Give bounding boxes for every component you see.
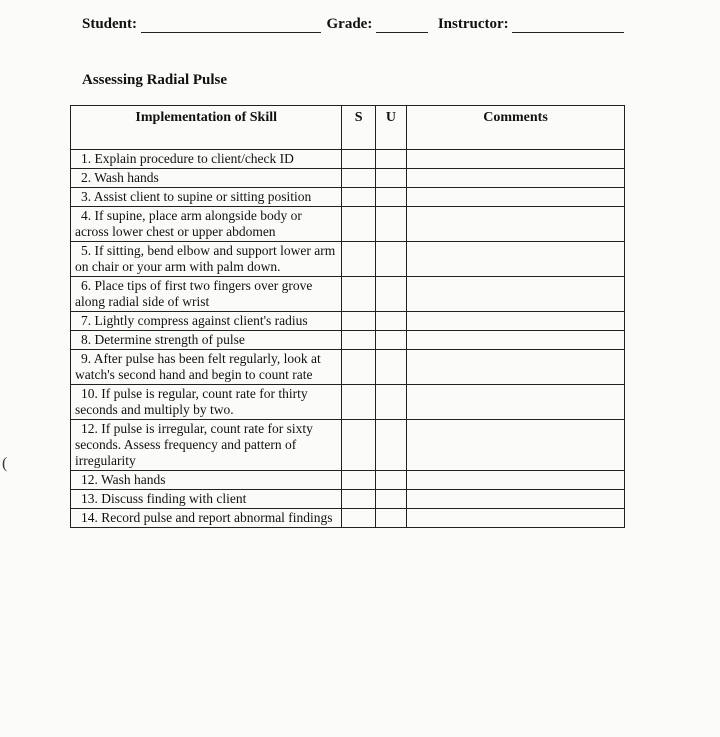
table-row: [71, 150, 625, 169]
table-row: [71, 188, 625, 207]
comments-cell[interactable]: [407, 420, 625, 471]
step-text: 5. If sitting, bend elbow and support lower arm on chair or your arm with palm down.: [71, 242, 342, 277]
s-checkbox-cell[interactable]: [342, 490, 375, 509]
s-checkbox-cell[interactable]: [342, 509, 375, 528]
step-text: 10. If pulse is regular, count rate for thirty seconds and multiply by two.: [71, 385, 342, 420]
grade-field[interactable]: [376, 18, 428, 33]
u-checkbox-cell[interactable]: [375, 242, 406, 277]
comments-cell[interactable]: [407, 277, 625, 312]
comments-cell[interactable]: [407, 242, 625, 277]
u-checkbox-cell[interactable]: [375, 169, 406, 188]
u-checkbox-cell[interactable]: [375, 509, 406, 528]
s-checkbox-cell[interactable]: [342, 188, 375, 207]
comments-cell[interactable]: [407, 509, 625, 528]
u-checkbox-cell[interactable]: [375, 471, 406, 490]
grade-label: Grade:: [326, 16, 373, 32]
s-checkbox-cell[interactable]: [342, 312, 375, 331]
step-text: 9. After pulse has been felt regularly, look at watch's second hand and begin to count rate: [71, 350, 342, 385]
s-checkbox-cell[interactable]: [342, 169, 375, 188]
u-checkbox-cell[interactable]: [375, 350, 406, 385]
table-row: [71, 169, 625, 188]
column-header-s: S: [342, 106, 375, 150]
step-text: 2. Wash hands: [71, 169, 342, 188]
s-checkbox-cell[interactable]: [342, 277, 375, 312]
student-field[interactable]: [141, 18, 321, 33]
table-row: [71, 277, 625, 312]
instructor-label: Instructor:: [437, 16, 509, 32]
s-checkbox-cell[interactable]: [342, 207, 375, 242]
s-checkbox-cell[interactable]: [342, 350, 375, 385]
column-header-u: U: [375, 106, 406, 150]
instructor-field[interactable]: [512, 18, 624, 33]
skill-checklist-table: [70, 105, 625, 528]
column-header-implementation: Implementation of Skill: [71, 106, 342, 150]
column-header-comments: Comments: [407, 106, 625, 150]
u-checkbox-cell[interactable]: [375, 150, 406, 169]
table-row: [71, 207, 625, 242]
u-checkbox-cell[interactable]: [375, 312, 406, 331]
comments-cell[interactable]: [407, 385, 625, 420]
step-text: 8. Determine strength of pulse: [71, 331, 342, 350]
step-text: 4. If supine, place arm alongside body or across lower chest or upper abdomen: [71, 207, 342, 242]
step-text: 6. Place tips of first two fingers over grove along radial side of wrist: [71, 277, 342, 312]
comments-cell[interactable]: [407, 312, 625, 331]
u-checkbox-cell[interactable]: [375, 331, 406, 350]
comments-cell[interactable]: [407, 150, 625, 169]
s-checkbox-cell[interactable]: [342, 242, 375, 277]
u-checkbox-cell[interactable]: [375, 277, 406, 312]
comments-cell[interactable]: [407, 471, 625, 490]
s-checkbox-cell[interactable]: [342, 420, 375, 471]
u-checkbox-cell[interactable]: [375, 207, 406, 242]
comments-cell[interactable]: [407, 350, 625, 385]
table-row: [71, 331, 625, 350]
s-checkbox-cell[interactable]: [342, 331, 375, 350]
comments-cell[interactable]: [407, 169, 625, 188]
margin-mark: (: [2, 455, 8, 472]
u-checkbox-cell[interactable]: [375, 385, 406, 420]
s-checkbox-cell[interactable]: [342, 471, 375, 490]
step-text: 13. Discuss finding with client: [71, 490, 342, 509]
u-checkbox-cell[interactable]: [375, 490, 406, 509]
step-text: 12. Wash hands: [71, 471, 342, 490]
comments-cell[interactable]: [407, 490, 625, 509]
table-row: [71, 350, 625, 385]
comments-cell[interactable]: [407, 331, 625, 350]
table-row: [71, 471, 625, 490]
student-label: Student:: [82, 16, 138, 32]
page-title: Assessing Radial Pulse: [82, 72, 228, 88]
s-checkbox-cell[interactable]: [342, 150, 375, 169]
u-checkbox-cell[interactable]: [375, 188, 406, 207]
step-text: 12. If pulse is irregular, count rate for sixty seconds. Assess frequency and pattern of irregularity: [71, 420, 342, 471]
step-text: 14. Record pulse and report abnormal findings: [71, 509, 342, 528]
table-row: [71, 312, 625, 331]
comments-cell[interactable]: [407, 207, 625, 242]
step-text: 7. Lightly compress against client's radius: [71, 312, 342, 331]
step-text: 1. Explain procedure to client/check ID: [71, 150, 342, 169]
header-row: [82, 16, 642, 33]
table-header-row: [71, 106, 625, 150]
table-row: [71, 490, 625, 509]
step-text: 3. Assist client to supine or sitting position: [71, 188, 342, 207]
table-row: [71, 385, 625, 420]
s-checkbox-cell[interactable]: [342, 385, 375, 420]
table-row: [71, 509, 625, 528]
u-checkbox-cell[interactable]: [375, 420, 406, 471]
table-row: [71, 420, 625, 471]
comments-cell[interactable]: [407, 188, 625, 207]
table-row: [71, 242, 625, 277]
